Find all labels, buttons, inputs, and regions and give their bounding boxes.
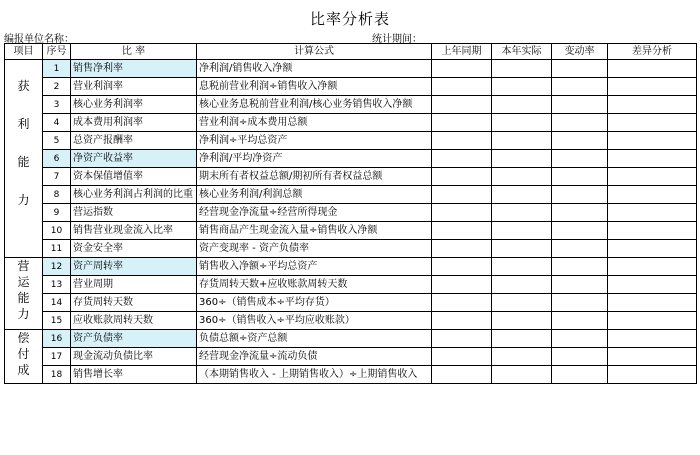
ratio-name-cell[interactable]: 成本费用利润率 <box>71 114 197 132</box>
formula-cell[interactable]: 负债总额÷资产总额 <box>197 330 432 348</box>
ratio-name-cell[interactable]: 总资产报酬率 <box>71 132 197 150</box>
table-row <box>5 258 697 276</box>
category-cell[interactable] <box>5 330 43 384</box>
change-rate-cell[interactable] <box>552 204 608 222</box>
table-row <box>5 222 697 240</box>
table-row <box>5 366 697 384</box>
formula-cell[interactable]: 资产变现率 - 资产负债率 <box>197 240 432 258</box>
current-cell[interactable] <box>492 78 552 96</box>
ratio-name-cell[interactable]: 核心业务利润占利润的比重 <box>71 186 197 204</box>
formula-cell[interactable]: 营业利润÷成本费用总额 <box>197 114 432 132</box>
difference-analysis-cell[interactable] <box>608 330 697 348</box>
category-char: 偿 <box>17 331 30 345</box>
formula-cell[interactable]: 核心业务息税前营业利润/核心业务销售收入净额 <box>197 96 432 114</box>
formula-cell[interactable]: 360÷（销售成本÷平均存货） <box>197 294 432 312</box>
current-cell[interactable] <box>492 222 552 240</box>
formula-cell[interactable]: 净利润/销售收入净额 <box>197 60 432 78</box>
formula-cell[interactable]: 净利润/平均净资产 <box>197 150 432 168</box>
seq-cell[interactable]: 10 <box>43 222 71 240</box>
category-char: 能 <box>17 291 30 305</box>
seq-cell[interactable]: 4 <box>43 114 71 132</box>
category-char: 运 <box>17 275 30 289</box>
seq-cell[interactable]: 7 <box>43 168 71 186</box>
seq-cell[interactable]: 3 <box>43 96 71 114</box>
header-formula[interactable]: 计算公式 <box>197 44 432 60</box>
seq-cell[interactable]: 16 <box>43 330 71 348</box>
current-cell[interactable] <box>492 240 552 258</box>
seq-cell[interactable]: 8 <box>43 186 71 204</box>
ratio-name-cell[interactable]: 营业利润率 <box>71 78 197 96</box>
table-row <box>5 348 697 366</box>
change-rate-cell[interactable] <box>552 222 608 240</box>
last-year-cell[interactable] <box>432 114 492 132</box>
ratio-name-cell[interactable]: 净资产收益率 <box>71 150 197 168</box>
difference-analysis-cell[interactable] <box>608 78 697 96</box>
formula-cell[interactable]: （本期销售收入 - 上期销售收入）÷上期销售收入 <box>197 366 432 384</box>
category-char: 力 <box>17 193 30 207</box>
table-row <box>5 276 697 294</box>
change-rate-cell[interactable] <box>552 240 608 258</box>
header-seq[interactable]: 序号 <box>43 44 71 60</box>
last-year-cell[interactable] <box>432 348 492 366</box>
ratio-name-cell[interactable]: 资产周转率 <box>71 258 197 276</box>
difference-analysis-cell[interactable] <box>608 114 697 132</box>
change-rate-cell[interactable] <box>552 186 608 204</box>
last-year-cell[interactable] <box>432 168 492 186</box>
current-cell[interactable] <box>492 204 552 222</box>
ratio-name-cell[interactable]: 资本保值增值率 <box>71 168 197 186</box>
category-cell[interactable] <box>5 258 43 330</box>
change-rate-cell[interactable] <box>552 150 608 168</box>
category-char: 力 <box>17 307 30 321</box>
seq-cell[interactable]: 18 <box>43 366 71 384</box>
ratio-name-cell[interactable]: 销售净利率 <box>71 60 197 78</box>
seq-cell[interactable]: 6 <box>43 150 71 168</box>
table-row <box>5 132 697 150</box>
seq-cell[interactable]: 12 <box>43 258 71 276</box>
current-cell[interactable] <box>492 366 552 384</box>
ratio-name-cell[interactable]: 存货周转天数 <box>71 294 197 312</box>
last-year-cell[interactable] <box>432 186 492 204</box>
header-row <box>5 44 697 60</box>
formula-cell[interactable]: 息税前营业利润÷销售收入净额 <box>197 78 432 96</box>
current-cell[interactable] <box>492 60 552 78</box>
seq-cell[interactable]: 5 <box>43 132 71 150</box>
current-cell[interactable] <box>492 294 552 312</box>
current-cell[interactable] <box>492 168 552 186</box>
category-char: 营 <box>17 259 30 273</box>
difference-analysis-cell[interactable] <box>608 294 697 312</box>
change-rate-cell[interactable] <box>552 114 608 132</box>
difference-analysis-cell[interactable] <box>608 276 697 294</box>
category-char: 能 <box>17 155 30 169</box>
seq-cell[interactable]: 1 <box>43 60 71 78</box>
change-rate-cell[interactable] <box>552 366 608 384</box>
ratio-name-cell[interactable]: 资产负债率 <box>71 330 197 348</box>
table-row <box>5 150 697 168</box>
category-char: 利 <box>17 117 30 131</box>
seq-cell[interactable]: 2 <box>43 78 71 96</box>
current-cell[interactable] <box>492 186 552 204</box>
change-rate-cell[interactable] <box>552 78 608 96</box>
header-current[interactable]: 本年实际 <box>492 44 552 60</box>
current-cell[interactable] <box>492 150 552 168</box>
difference-analysis-cell[interactable] <box>608 60 697 78</box>
formula-cell[interactable]: 核心业务利润/利润总额 <box>197 186 432 204</box>
formula-cell[interactable]: 销售收入净额÷平均总资产 <box>197 258 432 276</box>
current-cell[interactable] <box>492 312 552 330</box>
formula-cell[interactable]: 期末所有者权益总额/期初所有者权益总额 <box>197 168 432 186</box>
current-cell[interactable] <box>492 132 552 150</box>
change-rate-cell[interactable] <box>552 312 608 330</box>
last-year-cell[interactable] <box>432 150 492 168</box>
difference-analysis-cell[interactable] <box>608 204 697 222</box>
last-year-cell[interactable] <box>432 312 492 330</box>
table-row <box>5 294 697 312</box>
difference-analysis-cell[interactable] <box>608 96 697 114</box>
last-year-cell[interactable] <box>432 60 492 78</box>
category-char: 付 <box>17 347 30 361</box>
header-change-rate[interactable]: 变动率 <box>552 44 608 60</box>
ratio-name-cell[interactable]: 销售增长率 <box>71 366 197 384</box>
difference-analysis-cell[interactable] <box>608 132 697 150</box>
change-rate-cell[interactable] <box>552 96 608 114</box>
last-year-cell[interactable] <box>432 222 492 240</box>
header-item[interactable]: 项目 <box>5 44 43 60</box>
change-rate-cell[interactable] <box>552 60 608 78</box>
current-cell[interactable] <box>492 96 552 114</box>
ratio-name-cell[interactable]: 核心业务利润率 <box>71 96 197 114</box>
current-cell[interactable] <box>492 114 552 132</box>
reporting-unit-label: 编报单位名称： <box>4 34 74 45</box>
formula-cell[interactable]: 经营现金净流量÷经营所得现金 <box>197 204 432 222</box>
formula-cell[interactable]: 净利润÷平均总资产 <box>197 132 432 150</box>
table-row <box>5 240 697 258</box>
table-row <box>5 168 697 186</box>
last-year-cell[interactable] <box>432 366 492 384</box>
table-row <box>5 204 697 222</box>
category-char: 成 <box>17 363 30 377</box>
difference-analysis-cell[interactable] <box>608 258 697 276</box>
statistics-period-label: 统计期间： <box>372 34 422 45</box>
seq-cell[interactable]: 13 <box>43 276 71 294</box>
formula-cell[interactable]: 销售商品产生现金流入量÷销售收入净额 <box>197 222 432 240</box>
last-year-cell[interactable] <box>432 204 492 222</box>
current-cell[interactable] <box>492 276 552 294</box>
current-cell[interactable] <box>492 348 552 366</box>
last-year-cell[interactable] <box>432 258 492 276</box>
ratio-name-cell[interactable]: 销售营业现金流入比率 <box>71 222 197 240</box>
change-rate-cell[interactable] <box>552 168 608 186</box>
change-rate-cell[interactable] <box>552 258 608 276</box>
category-char: 获 <box>17 79 30 93</box>
ratio-analysis-table <box>4 43 697 384</box>
header-difference-analysis[interactable]: 差异分析 <box>608 44 697 60</box>
table-row <box>5 312 697 330</box>
change-rate-cell[interactable] <box>552 276 608 294</box>
ratio-name-cell[interactable]: 资金安全率 <box>71 240 197 258</box>
last-year-cell[interactable] <box>432 78 492 96</box>
last-year-cell[interactable] <box>432 96 492 114</box>
table-row <box>5 78 697 96</box>
formula-cell[interactable]: 存货周转天数+应收账款周转天数 <box>197 276 432 294</box>
difference-analysis-cell[interactable] <box>608 222 697 240</box>
seq-cell[interactable]: 15 <box>43 312 71 330</box>
header-last-year[interactable]: 上年同期 <box>432 44 492 60</box>
last-year-cell[interactable] <box>432 240 492 258</box>
table-row <box>5 96 697 114</box>
change-rate-cell[interactable] <box>552 330 608 348</box>
ratio-name-cell[interactable]: 现金流动负债比率 <box>71 348 197 366</box>
difference-analysis-cell[interactable] <box>608 348 697 366</box>
sheet-title: 比率分析表 <box>309 10 390 28</box>
change-rate-cell[interactable] <box>552 294 608 312</box>
difference-analysis-cell[interactable] <box>608 168 697 186</box>
header-ratio[interactable]: 比 率 <box>71 44 197 60</box>
last-year-cell[interactable] <box>432 276 492 294</box>
difference-analysis-cell[interactable] <box>608 366 697 384</box>
seq-cell[interactable]: 14 <box>43 294 71 312</box>
last-year-cell[interactable] <box>432 294 492 312</box>
seq-cell[interactable]: 17 <box>43 348 71 366</box>
difference-analysis-cell[interactable] <box>608 150 697 168</box>
table-row <box>5 114 697 132</box>
seq-cell[interactable]: 9 <box>43 204 71 222</box>
ratio-name-cell[interactable]: 营业周期 <box>71 276 197 294</box>
change-rate-cell[interactable] <box>552 132 608 150</box>
last-year-cell[interactable] <box>432 132 492 150</box>
seq-cell[interactable]: 11 <box>43 240 71 258</box>
current-cell[interactable] <box>492 258 552 276</box>
category-cell[interactable] <box>5 60 43 258</box>
difference-analysis-cell[interactable] <box>608 186 697 204</box>
difference-analysis-cell[interactable] <box>608 240 697 258</box>
table-row <box>5 60 697 78</box>
change-rate-cell[interactable] <box>552 348 608 366</box>
current-cell[interactable] <box>492 330 552 348</box>
formula-cell[interactable]: 经营现金净流量÷流动负债 <box>197 348 432 366</box>
ratio-name-cell[interactable]: 营运指数 <box>71 204 197 222</box>
ratio-name-cell[interactable]: 应收账款周转天数 <box>71 312 197 330</box>
formula-cell[interactable]: 360÷（销售收入÷平均应收账款） <box>197 312 432 330</box>
last-year-cell[interactable] <box>432 330 492 348</box>
difference-analysis-cell[interactable] <box>608 312 697 330</box>
table-row <box>5 330 697 348</box>
table-row <box>5 186 697 204</box>
